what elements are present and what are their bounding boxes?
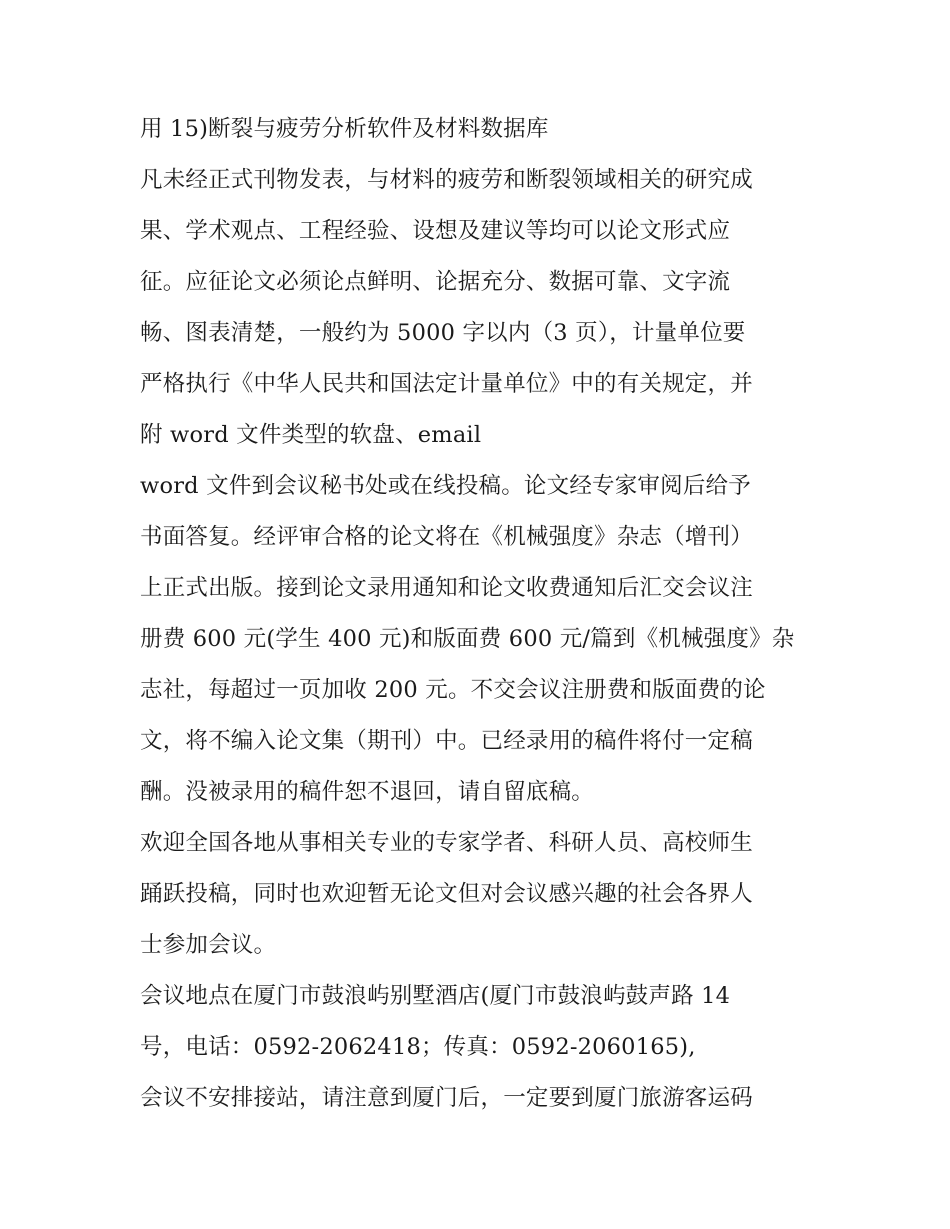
text-line: 征。应征论文必须论点鲜明、论据充分、数据可靠、文字流 [140,269,731,295]
text-line: 酬。没被录用的稿件恕不退回，请自留底稿。 [140,779,595,805]
text-line: 册费 600 元(学生 400 元)和版面费 600 元/篇到《机械强度》杂 [140,626,795,652]
document-body [140,110,820,1130]
text-line: 会议不安排接站，请注意到厦门后，一定要到厦门旅游客运码 [140,1085,753,1111]
text-line: 上正式出版。接到论文录用通知和论文收费通知后汇交会议注 [140,575,753,601]
text-line: word 文件到会议秘书处或在线投稿。论文经专家审阅后给予 [140,473,751,499]
text-line: 果、学术观点、工程经验、设想及建议等均可以论文形式应 [140,218,731,244]
text-line: 严格执行《中华人民共和国法定计量单位》中的有关规定，并 [140,371,753,397]
text-line: 书面答复。经评审合格的论文将在《机械强度》杂志（增刊） [140,524,753,550]
text-line: 附 word 文件类型的软盘、email [140,422,482,448]
text-line: 文，将不编入论文集（期刊）中。已经录用的稿件将付一定稿 [140,728,753,754]
text-line: 用 15)断裂与疲劳分析软件及材料数据库 [140,116,549,142]
text-line: 士参加会议。 [140,932,277,958]
text-line: 号，电话：0592-2062418；传真：0592-2060165), [140,1034,696,1060]
text-line: 欢迎全国各地从事相关专业的专家学者、科研人员、高校师生 [140,830,753,856]
text-line: 踊跃投稿，同时也欢迎暂无论文但对会议感兴趣的社会各界人 [140,881,753,907]
text-line: 凡未经正式刊物发表，与材料的疲劳和断裂领域相关的研究成 [140,167,753,193]
text-line: 畅、图表清楚，一般约为 5000 字以内（3 页），计量单位要 [140,320,746,346]
text-line: 会议地点在厦门市鼓浪屿别墅酒店(厦门市鼓浪屿鼓声路 14 [140,983,731,1009]
text-line: 志社，每超过一页加收 200 元。不交会议注册费和版面费的论 [140,677,766,703]
